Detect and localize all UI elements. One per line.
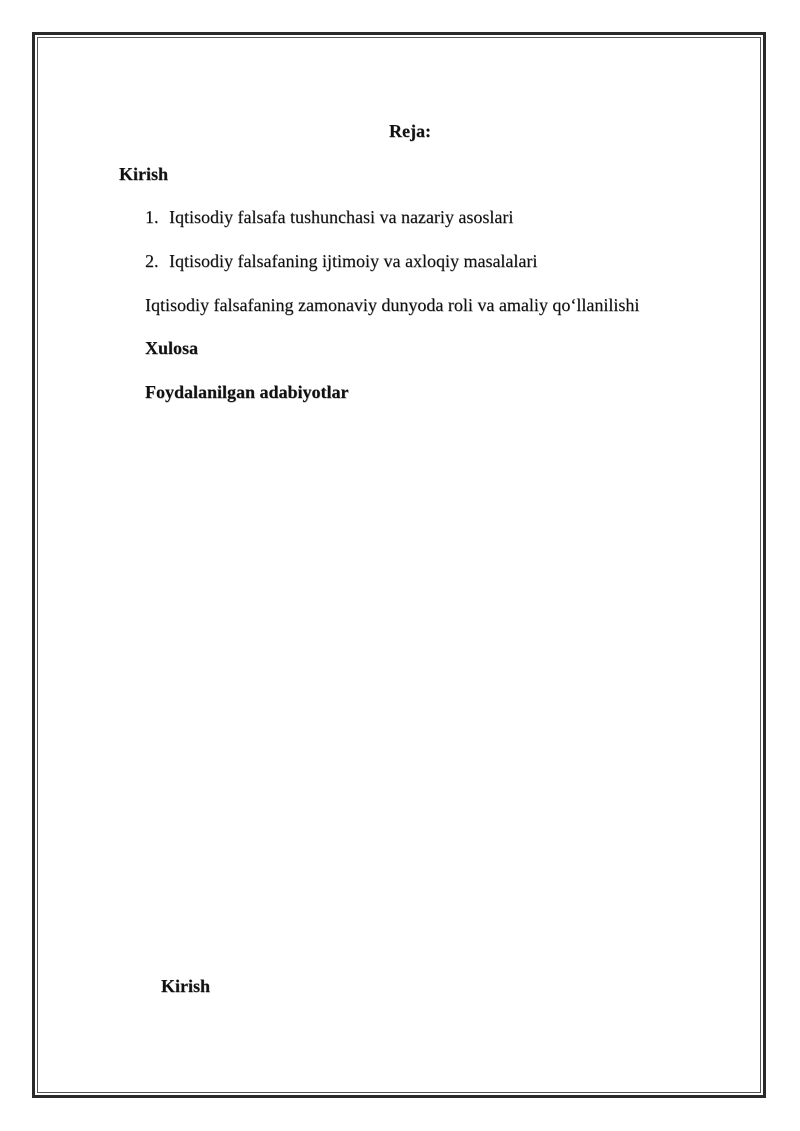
plan-item-1-number: 1. (145, 207, 159, 227)
plan-item-1 (145, 206, 513, 228)
plan-title: Reja: (389, 121, 431, 141)
plan-references: Foydalanilgan adabiyotlar (145, 382, 349, 402)
plan-intro: Kirish (119, 164, 169, 184)
plan-item-2 (145, 250, 537, 272)
plan-item-1-text: Iqtisodiy falsafa tushunchasi va nazariy asoslari (169, 207, 514, 227)
section-heading: Kirish (161, 976, 211, 996)
plan-item-2-text: Iqtisodiy falsafaning ijtimoiy va axloqiy masalalari (169, 251, 538, 271)
plan-item-3: Iqtisodiy falsafaning zamonaviy dunyoda roli va amaliy qo‘llanilishi (145, 295, 640, 315)
page-border-inner (37, 37, 761, 1093)
plan-conclusion: Xulosa (145, 338, 199, 358)
plan-item-2-number: 2. (145, 251, 159, 271)
